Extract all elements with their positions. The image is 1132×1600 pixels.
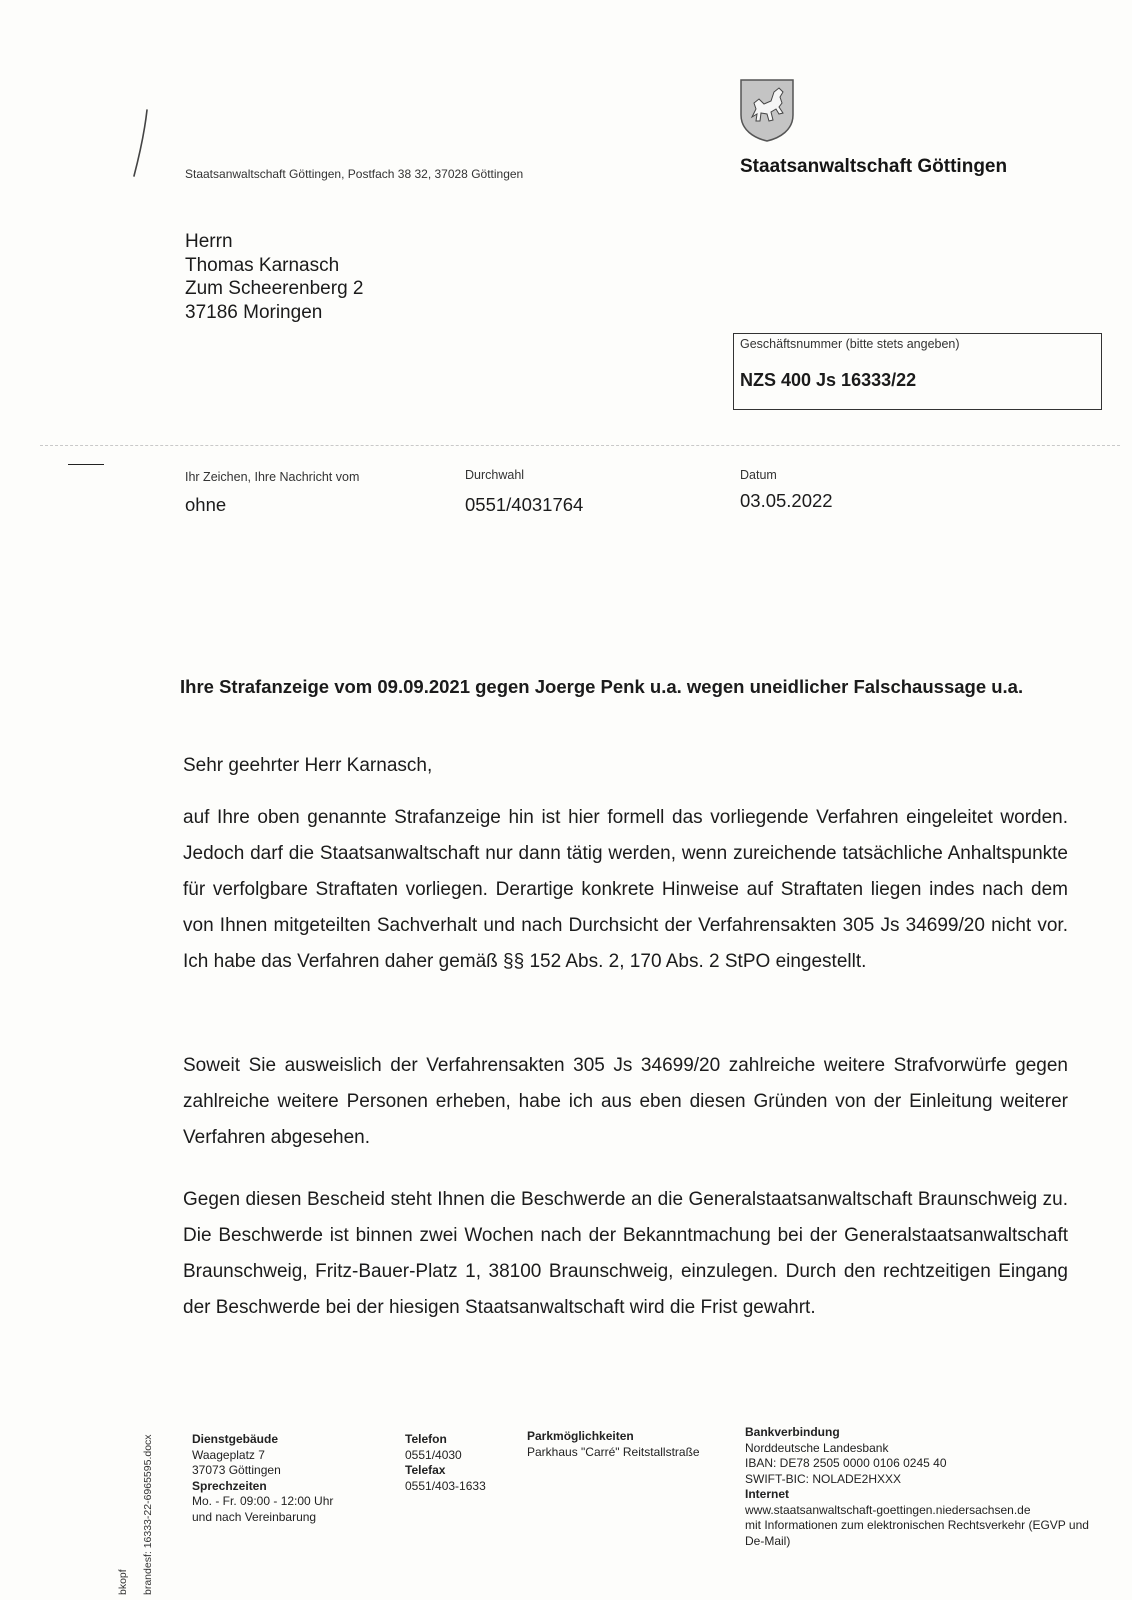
footer-bank xyxy=(745,1425,1089,1549)
footer-phone-label: Telefon xyxy=(405,1432,447,1446)
pen-mark xyxy=(128,108,152,180)
body-paragraph-3: Gegen diesen Bescheid steht Ihnen die Beschwerde an die Generalstaatsanwaltschaft Braunschweig zu. Die Beschwerde ist binnen zwei Wochen nach der Bekanntmachung bei der Generalstaatsanwaltschaft Braunschweig, Fritz-Bauer-Platz 1, 38100 Braunschweig, einzulegen. Durch den rechtzeitigen Eingang der Beschwerde bei der hiesigen Staatsanwaltschaft wird die Frist gewahrt. xyxy=(183,1189,1068,1318)
footer-hours-label: Sprechzeiten xyxy=(192,1478,267,1493)
footer-building-label: Dienstgebäude xyxy=(192,1432,279,1446)
footer-building xyxy=(192,1432,333,1525)
footer-iban: IBAN: DE78 2505 0000 0106 0245 40 xyxy=(745,1456,947,1470)
footer-building-city: 37073 Göttingen xyxy=(192,1463,281,1477)
footer-parking xyxy=(527,1429,700,1460)
footer-internet-note-2: De-Mail) xyxy=(745,1533,791,1548)
recipient-city: 37186 Moringen xyxy=(185,301,323,323)
authority-name: Staatsanwaltschaft Göttingen xyxy=(740,156,1008,177)
footer-internet-note: mit Informationen zum elektronischen Rechtsverkehr (EGVP und xyxy=(745,1518,1089,1532)
footer-bic: SWIFT-BIC: NOLADE2HXXX xyxy=(745,1471,902,1486)
body-paragraph-1: auf Ihre oben genannte Strafanzeige hin ist hier formell das vorliegende Verfahren eingeleitet worden. Jedoch darf die Staatsanwaltschaft nur dann tätig werden, wenn zureichende tatsächliche Anhaltspunkte für verfolgbare Straftaten vorliegen. Derartige konkrete Hinweise auf Straftaten liegen indes nach dem von Ihnen mitgeteilten Sachverhalt und nach Durchsicht der Verfahrensakten 305 Js 34699/20 nicht vor. Ich habe das Verfahren daher gemäß §§ 152 Abs. 2, 170 Abs. 2 StPO eingestellt. xyxy=(183,807,1068,972)
footer-fax-value: 0551/403-1633 xyxy=(405,1478,486,1493)
fold-divider xyxy=(40,445,1120,446)
footer-internet-label: Internet xyxy=(745,1487,790,1501)
footer-hours-extra: und nach Vereinbarung xyxy=(192,1509,317,1524)
letter-salutation: Sehr geehrter Herr Karnasch, xyxy=(183,755,433,776)
direct-dial-label: Durchwahl xyxy=(465,468,525,482)
footer-bank-label: Bankverbindung xyxy=(745,1425,840,1439)
fold-mark xyxy=(68,464,104,465)
your-reference-label: Ihr Zeichen, Ihre Nachricht vom xyxy=(185,470,360,484)
footer-phone-value: 0551/4030 xyxy=(405,1447,462,1462)
recipient-address xyxy=(185,230,364,324)
recipient-name: Thomas Karnasch xyxy=(185,254,340,276)
your-reference-value: ohne xyxy=(185,494,227,515)
direct-dial-value: 0551/4031764 xyxy=(465,494,584,515)
reference-label: Geschäftsnummer (bitte stets angeben) xyxy=(740,337,960,351)
letter-subject: Ihre Strafanzeige vom 09.09.2021 gegen Joerge Penk u.a. wegen uneidlicher Falschaussage u.a. xyxy=(180,676,1024,697)
footer-parking-value: Parkhaus "Carré" Reitstallstraße xyxy=(527,1444,700,1459)
footer-bank-name: Norddeutsche Landesbank xyxy=(745,1440,889,1455)
sender-return-address: Staatsanwaltschaft Göttingen, Postfach 38 32, 37028 Göttingen xyxy=(185,167,524,181)
footer-phone xyxy=(405,1432,486,1494)
date-value: 03.05.2022 xyxy=(740,490,833,511)
margin-file-name: brandesf: 16333-22-6965595.docx xyxy=(142,1434,154,1595)
body-paragraph-2: Soweit Sie ausweislich der Verfahrensakten 305 Js 34699/20 zahlreiche weitere Strafvorwürfe gegen zahlreiche weitere Personen erheben, habe ich aus eben diesen Gründen von der Einleitung weiterer Verfahren abgesehen. xyxy=(183,1055,1068,1148)
footer-parking-label: Parkmöglichkeiten xyxy=(527,1429,634,1443)
lower-saxony-horse-emblem-icon xyxy=(738,77,796,143)
recipient-title: Herrn xyxy=(185,231,233,252)
footer-hours-value: Mo. - Fr. 09:00 - 12:00 Uhr xyxy=(192,1494,334,1508)
reference-number: NZS 400 Js 16333/22 xyxy=(740,370,917,390)
footer-internet-url: www.staatsanwaltschaft-goettingen.niedersachsen.de xyxy=(745,1502,1031,1517)
date-label: Datum xyxy=(740,468,777,482)
footer-building-street: Waageplatz 7 xyxy=(192,1447,265,1462)
footer-fax-label: Telefax xyxy=(405,1463,446,1477)
margin-template-name: bkopf xyxy=(117,1569,129,1595)
recipient-street: Zum Scheerenberg 2 xyxy=(185,278,364,299)
